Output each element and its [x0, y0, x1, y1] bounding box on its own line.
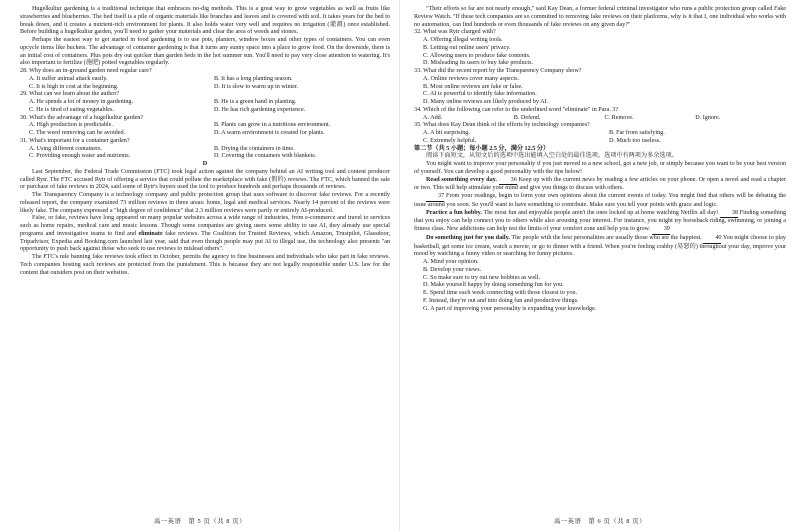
- passage-d-paragraph-3-part-2: fake reviews. The Coalition for Trusted Reviews, which Amazon, Trustpilot, Glassdoor, Tripadvisor, Expedia and Booking.com launched last year, said that even though people may put AI to illegal use, the technology also presents "an opportunity to push back against those who seek to use reviews to mislead others".: [20, 230, 391, 253]
- question-32: 32. What was Rytr charged with?: [414, 29, 496, 36]
- question-34-option-d: D. Ignore.: [695, 114, 721, 121]
- question-28: 28. Why does an in-ground garden need regular care?: [20, 68, 152, 74]
- page-6-footer: 高一英语 第 6 页（共 8 页）: [553, 518, 647, 525]
- section-d-heading: D: [202, 161, 208, 167]
- question-32-option-a: A. Offering illegal writing tools.: [423, 37, 503, 43]
- question-31-option-a: A. Using different containers.: [29, 145, 103, 152]
- passage-d-paragraph-1: Last September, the Federal Trade Commission (FTC) took legal action against the company behind an AI writing tool and content producer called Rytr. The FTC accused Rytr of offering a service that could pollute the marketplace with fake (假的) reviews. The FTC, which banned the sale or purchase of fake reviews in 2024, said some of Rytr's buyers used the tool to produce hundreds and perhaps thousands of reviews.: [20, 168, 390, 191]
- page-5-footer: 高一英语 第 5 页（共 8 页）: [153, 518, 247, 525]
- question-30-option-a: A. High production is predictable.: [29, 122, 113, 129]
- question-28-option-d: D. It is slow to warm up in winter.: [214, 83, 299, 90]
- gapfill-paragraph-opinions: [414, 193, 786, 210]
- question-35-options: [414, 130, 786, 146]
- passage-d-paragraph-4: The FTC's rule banning fake reviews took effect in October, permits the agency to fine businesses and individuals who take part in fake reviews. Tech companies hosting such reviews are protected from the punishment. This is because they are not legally responsible under U.S. law for the content that outsiders post on their websites.: [20, 254, 390, 276]
- question-30-option-b: B. Plants can grow in a nutritious environment.: [214, 122, 331, 129]
- gapfill-paragraph-hobby: [414, 210, 786, 235]
- question-31-options: [20, 146, 390, 162]
- question-35-option-d: D. Much too useless.: [609, 137, 661, 144]
- question-29: 29. What can we learn about the author?: [20, 91, 120, 98]
- page-6: [400, 0, 800, 531]
- question-28-options: [20, 76, 390, 92]
- question-31-option-d: D. Covering the containers with blankets.: [214, 153, 317, 160]
- blank-38: 38: [720, 210, 738, 219]
- blank-40: 40: [703, 235, 721, 244]
- question-32-option-b: B. Letting out online users' privacy.: [423, 44, 511, 51]
- blank-39: 39: [652, 226, 670, 235]
- gapfill-hobby-text-1: The most fun and enjoyable people aren't the ones locked up at home watching Netflix all day!: [483, 209, 719, 216]
- question-29-option-a: A. He spends a lot of money in gardening.: [29, 99, 134, 105]
- section-2-heading: 第二节（共 5 小题；每小题 2.5 分，满分 12.5 分）: [414, 145, 550, 152]
- question-30: 30. What's the advantage of a hugelkultur garden?: [20, 114, 144, 121]
- question-35-option-a: A. A bit surprising.: [423, 130, 470, 136]
- gapfill-opinions-text: From your readings, begin to form your own opinions about the current events of today. You might find that others will be debating the issue around you soon. So you'll want to have something to contribute. Make sure you tell your points with grace and logic.: [414, 193, 786, 208]
- passage-d-paragraph-3: [20, 215, 390, 254]
- question-29-option-c: C. He is tired of eating vegetables.: [29, 106, 114, 113]
- question-29-options: [20, 99, 390, 115]
- page-5-content: [20, 6, 390, 277]
- gapfill-option-d: D. Make yourself happy by doing something fun for you.: [423, 282, 564, 289]
- gapfill-hobby-text-2: Finding something that you enjoy can help connect you to others while also arousing your interest. For instance, you might try horseback riding, swimming, or joining a fitness class. New addictions can help test the limits of your comfort zone and help you to grow.: [414, 209, 787, 232]
- question-35-option-b: B. Far from satisfying.: [609, 130, 665, 136]
- gapfill-paragraph-reading: [414, 177, 786, 194]
- tip-heading-hobby: Practice a fun hobby.: [426, 209, 482, 216]
- blank-36: 36: [499, 177, 517, 186]
- gapfill-option-g: G. A part of improving your personality is expanding your knowledge.: [423, 305, 597, 312]
- question-34-option-b: B. Defend.: [513, 114, 541, 121]
- gapfill-option-a: A. Mind your opinion.: [423, 259, 479, 265]
- gapfill-option-b: B. Develop your views.: [423, 266, 482, 273]
- gapfill-option-c: C. So make sure to try out new hobbies as well.: [423, 274, 540, 281]
- gapfill-reading-text: Keep up with the current news by reading a few articles on your phone. Or open a novel and read a chapter or two. This will help stimulate your mind and give you things to discuss with others.: [414, 176, 786, 192]
- page-6-content: [414, 6, 786, 313]
- blank-37: 37: [426, 193, 444, 202]
- gapfill-intro: You might want to improve your personality if you just moved to a new school, got a new job, or simply because you want to be your best version of yourself. You can develop a good personality with the tips below!: [414, 161, 786, 175]
- question-28-option-c: C. It is high in cost at the beginning.: [29, 83, 119, 90]
- passage-d-paragraph-2: The Transparency Company is a technology company and public protection group that uses software to discover fake reviews. For a recently released report, the company examined 73 million reviews in three areas: home, legal and medical services. Nearly 14 percent of the reviews were likely fake. The company expressed a "high degree of confidence" that 2.3 million reviews were partly or entirely AI-produced.: [20, 192, 390, 214]
- question-29-option-b: B. He is a green hand in planting.: [214, 99, 297, 105]
- question-33-option-a: A. Online reviews cover many aspects.: [423, 75, 520, 82]
- question-30-option-d: D. A warm environment is created for plants.: [214, 130, 325, 136]
- passage-d-paragraph-3-part-1: False, or fake, reviews have long appeared on many popular websites across a wide range of industries, from e-commerce and travel to services such as home repairs, medical care and music lessons. Though some companies are giving users some ability to use AI, they already use special programs and investigative teams to find and: [20, 215, 390, 237]
- passage-c-paragraph-containers: Perhaps the easiest way to get started in food gardening is to use pots, planters, window boxes and other types of containers. You can even upcycle items like buckets. The advantage of container gardening is that it turns any sunny space into a place to grow food. On the downside, there is an initial cost of containers. Plus pots dry out quicker than garden beds in the hot summer sun. You'll need to pay very close attention to watering. It's also important to fertilize (施肥) potted vegetables regularly.: [20, 37, 390, 67]
- question-29-option-d: D. He has rich gardening experience.: [214, 106, 306, 113]
- question-31-option-b: B. Drying the containers in time.: [214, 145, 295, 152]
- question-34-option-a: A. Add.: [423, 114, 443, 121]
- question-31-option-c: C. Providing enough water and nutrients.: [29, 153, 131, 160]
- gapfill-daily-text-2: You might choose to play basketball, get some ice cream, watch a movie, or go to dinner with a friend. When you're feeling crabby (易怒的) throughout your day, improve your mood by watching a funny video or searching for funny pictures.: [414, 234, 786, 258]
- question-35-option-c: C. Extremely helpful.: [423, 137, 477, 144]
- section-2-instructions: 阅读下面短文，从短文后的选项中选出能填入空白处的最佳选项。选项中有两项为多余选项。: [426, 153, 678, 160]
- question-33-option-d: D. Many online reviews are likely produced by AI.: [423, 99, 549, 105]
- eliminate-keyword: eliminate: [138, 230, 163, 237]
- question-35: 35. What does Kay Dean think of the efforts by technology companies?: [414, 122, 590, 129]
- question-30-options: [20, 122, 390, 138]
- question-30-option-c: C. The weed removing can be avoided.: [29, 130, 126, 136]
- passage-c-paragraph-hugelkultur: Hugelkultur gardening is a traditional technique that embraces no-dig methods. This is a great way to grow vegetables as well as fruits like strawberries and blueberries. The bed itself is a pile of organic materials like branches and leaves and is covered with soil. It takes years for the bed to break down, and it creates a nutrient-rich environment for plants. It also holds water very well and requires no irrigation (灌溉) once established. Before building a hugelkultur garden, you'll need to gather your materials and clear the area of weeds and stones.: [20, 6, 390, 36]
- question-32-option-d: D. Misleading its users to buy fake products.: [423, 60, 534, 67]
- question-34-option-c: C. Remove.: [604, 114, 634, 121]
- question-34: 34. Which of the following can refer to the underlined word "eliminate" in Para. 3?: [414, 106, 619, 113]
- question-28-option-a: A. It suffer animal attack easily.: [29, 75, 108, 82]
- gapfill-option-f: F. Instead, they're out and into doing fun and productive things.: [423, 297, 579, 304]
- question-33-option-c: C. AI is powerful to identify fake information.: [423, 91, 537, 98]
- question-33: 33. What did the recent report by the Transparency Company show?: [414, 68, 582, 74]
- question-33-option-b: B. Most online reviews are fake or false.: [423, 83, 523, 90]
- gapfill-daily-text-1: The people with the best personalities are usually those who are the happiest.: [511, 234, 702, 241]
- tip-heading-daily: Do something just for you daily.: [426, 234, 510, 241]
- question-31: 31. What's important for a container garden?: [20, 137, 130, 144]
- gapfill-paragraph-daily: [414, 235, 786, 259]
- gapfill-option-e: E. Spend time each week connecting with those closest to you.: [423, 290, 578, 296]
- tip-heading-reading: Read something every day.: [426, 176, 497, 183]
- question-28-option-b: B. It has a long planting season.: [214, 75, 293, 82]
- passage-d-paragraph-5: "Their efforts so far are not nearly enough," said Kay Dean, a former federal criminal investigator who runs a public protection group called Fake Review Watch. "If these tech companies are so committed to removing fake reviews on their platforms, why is it that I, one individual who works with no automation, can find hundreds or even thousands of fake reviews on any given day?": [414, 6, 786, 28]
- question-32-option-c: C. Allowing users to produce fake contents.: [423, 52, 531, 59]
